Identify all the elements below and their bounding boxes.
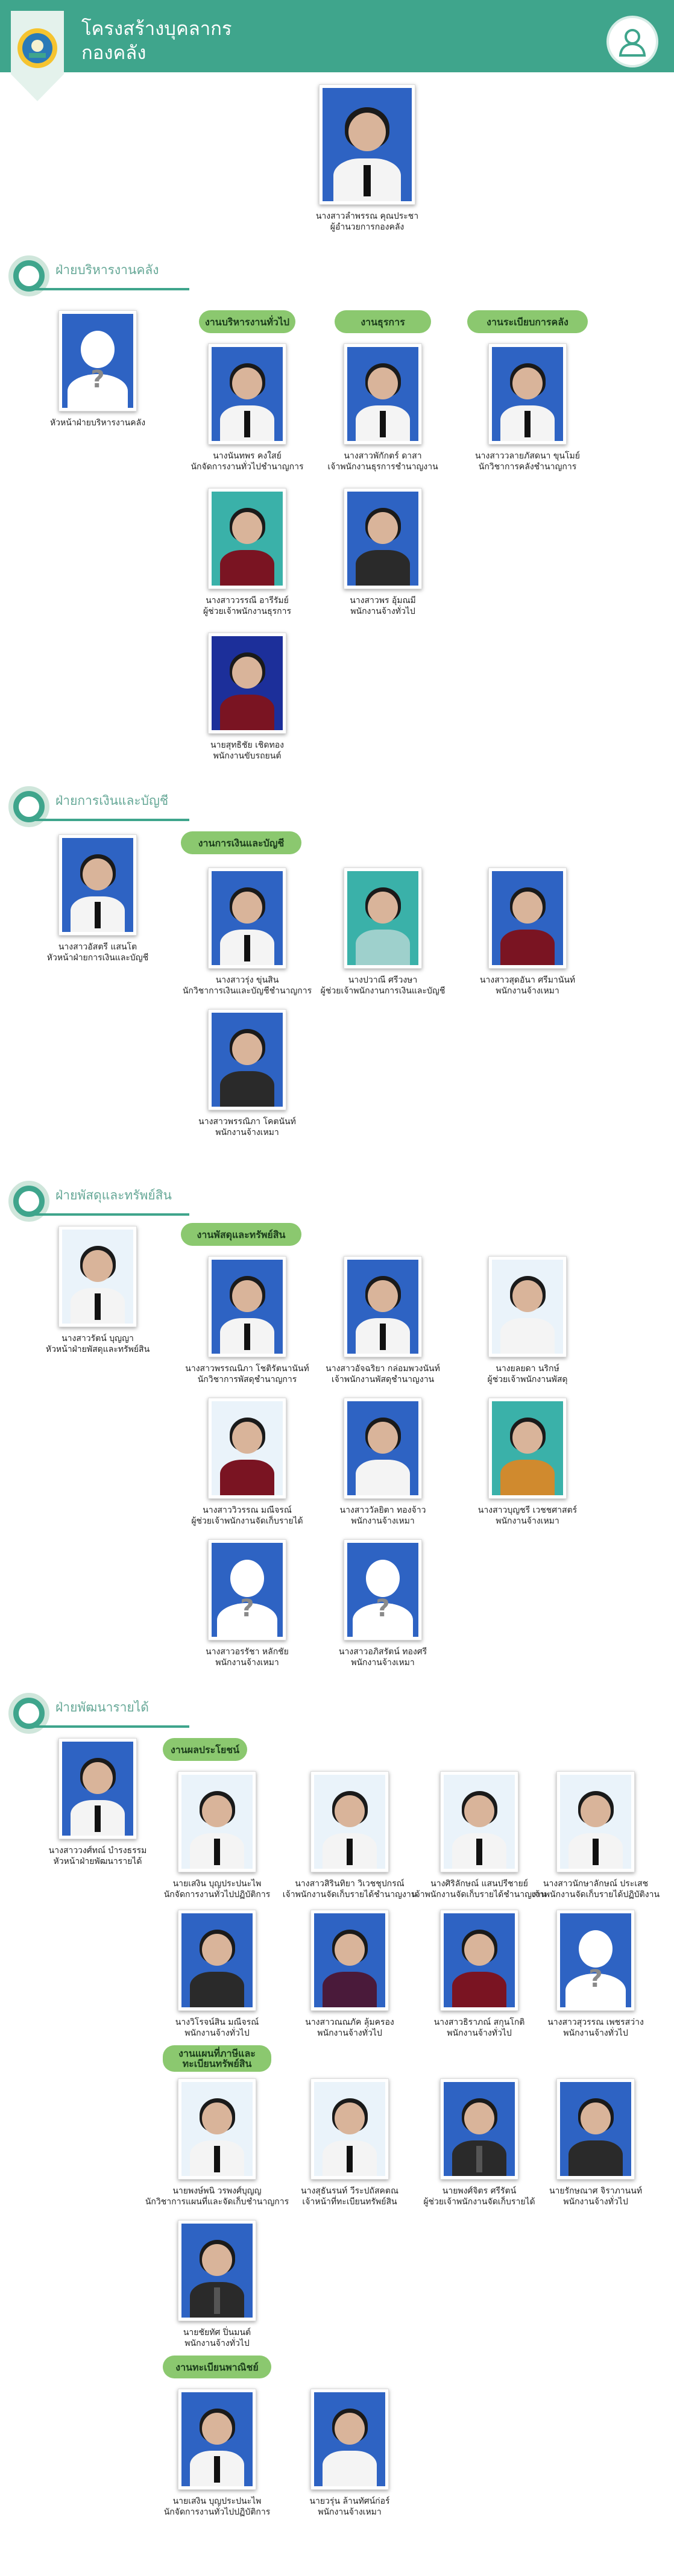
person-name: นางสาวพร อุ้มณมี (350, 596, 416, 605)
person-card (517, 2078, 674, 2207)
person-name: นางยลยดา นริกษ์ (496, 1364, 559, 1374)
person-role: ผู้ช่วยเจ้าพนักงานการเงินและบัญชี (320, 986, 446, 996)
person-name: นายวรุ่น ล้านทัศน์ก่อร์ (309, 2496, 390, 2506)
person-role: พนักงานจ้างเหมา (496, 986, 559, 996)
person-role: เจ้าหน้าที่ทะเบียนทรัพย์สิน (302, 2197, 397, 2207)
person-card (517, 1771, 674, 1900)
section-finance-header (8, 786, 183, 828)
person-role: เจ้าพนักงานจัดเก็บรายได้ชำนาญงาน (282, 1890, 417, 1899)
pill-revenue-maps: งานแผนที่ภาษีและทะเบียนทรัพย์สิน (163, 2045, 271, 2072)
user-icon (616, 25, 649, 58)
person-role: เจ้าพนักงานจัดเก็บรายได้ชำนาญงาน (412, 1890, 547, 1899)
person-name: นางสาวณณภัค ลุ้มครอง (305, 2018, 394, 2027)
person-name: นางสาวบุญชรี เวชชศาสตร์ (477, 1505, 578, 1515)
person-role: พนักงานจ้างทั่วไป (563, 2197, 628, 2207)
person-role: หัวหน้าฝ่ายพัฒนารายได้ (53, 1857, 142, 1866)
person-role: ผู้ช่วยเจ้าพนักงานธุรการ (203, 607, 292, 616)
person-name: นายพงษ์พนิ วรพงศ์บุญญ (172, 2186, 262, 2196)
section-revenue-title: ฝ่ายพัฒนารายได้ (55, 1700, 149, 1715)
person-name: นางสาวธิราภณ์ สกุนโกติ (433, 2018, 525, 2027)
pill-revenue-commerce: งานทะเบียนพาณิชย์ (163, 2356, 271, 2378)
person-name: นางสาวอัจฉริยา กล่อมพวงนันท์ (326, 1364, 440, 1374)
admin-head-card (19, 310, 176, 428)
pill-admin-rules: งานระเบียบการคลัง (467, 310, 588, 333)
person-role: เจ้าพนักงานจัดเก็บรายได้ปฏิบัติงาน (531, 1890, 660, 1899)
person-role: พนักงานจ้างเหมา (215, 1128, 279, 1137)
pill-admin-clerical: งานธุรการ (335, 310, 431, 333)
person-name: นางสาวรัตน์ บุญญา (61, 1334, 134, 1343)
person-name: นางสุธันรนท์ วีระปถัสคตณ (301, 2186, 398, 2196)
person-name: นางศิริลักษณ์ แสนปรีชายย์ (430, 1879, 528, 1889)
person-role: พนักงานจ้างทั่วไป (184, 2339, 250, 2348)
person-name: นางนันทพร คงใสย์ (213, 451, 282, 461)
director-card (289, 84, 446, 233)
person-role: พนักงานจ้างเหมา (351, 1658, 415, 1668)
person-card (169, 343, 326, 472)
user-avatar-button[interactable] (606, 16, 658, 67)
person-role: ผู้ช่วยเจ้าพนักงานจัดเก็บรายได้ (191, 1516, 303, 1526)
section-admin-title: ฝ่ายบริหารงานคลัง (55, 263, 159, 277)
person-role: เจ้าพนักงานพัสดุชำนาญงาน (331, 1375, 435, 1384)
supplies-head-card (19, 1226, 176, 1355)
director-name: นางสาวลำพรรณ คุณประชา (315, 211, 419, 221)
person-role: นักจัดการงานทั่วไปปฏิบัติการ (163, 2507, 271, 2517)
person-card (517, 1910, 674, 2039)
person-role: พนักงานจ้างเหมา (496, 1516, 559, 1526)
person-role: นักวิชาการพัสดุชำนาญการ (197, 1375, 297, 1384)
person-name: นายรักษณาศ จิราภานนท์ (549, 2186, 643, 2196)
person-name: นางสาววลายภัสดนา ขุนโมย์ (475, 451, 580, 461)
person-name: นางสาวอภิสรัตน์ ทองศรี (338, 1647, 427, 1657)
person-role: หัวหน้าฝ่ายพัสดุและทรัพย์สิน (45, 1345, 150, 1354)
person-name: นางสาวรุ่ง ขุ่นสิน (215, 975, 279, 985)
person-card (271, 2389, 428, 2518)
person-name: นางสาววงศ์ทณ์ บำรงธรรม (48, 1846, 147, 1855)
person-card (304, 343, 461, 472)
person-card (169, 633, 326, 761)
section-revenue-header (8, 1693, 183, 1735)
person-card (169, 868, 326, 996)
person-card (304, 488, 461, 617)
person-name: นางวิโรจน์สิน มณีจรณ์ (175, 2018, 259, 2027)
person-card (449, 868, 606, 996)
finance-head-card (19, 834, 176, 963)
person-role: เจ้าพนักงานธุรการชำนาญงาน (327, 462, 438, 472)
person-role: ผู้ช่วยเจ้าพนักงานพัสดุ (487, 1375, 568, 1384)
person-card (139, 2220, 295, 2349)
person-role: นักวิชาการคลังชำนาญการ (478, 462, 577, 472)
person-role: หัวหน้าฝ่ายการเงินและบัญชี (46, 953, 149, 963)
person-role: พนักงานจ้างทั่วไป (447, 2028, 512, 2038)
person-name: นายเสงิน บุญประปนะไพ (172, 2496, 262, 2506)
person-name: นางสาวอัสตรี แสนโต (58, 942, 137, 952)
person-role: พนักงานจ้างเหมา (215, 1658, 279, 1668)
person-name: นายพงศ์จิตร ศรีรัตน์ (442, 2186, 517, 2196)
person-role: ผู้ช่วยเจ้าพนักงานจัดเก็บรายได้ (423, 2197, 535, 2207)
person-card (449, 1398, 606, 1527)
person-role: พนักงานจ้างทั่วไป (184, 2028, 250, 2038)
person-name: นางสาวพรรณิภา โคตนันท์ (198, 1117, 296, 1127)
person-name: นางสาววิวรรณ มณีจรณ์ (203, 1505, 292, 1515)
section-admin-header (8, 255, 183, 298)
admin-head-role: หัวหน้าฝ่ายบริหารงานคลัง (49, 418, 146, 428)
person-role: พนักงานขับรถยนต์ (213, 751, 282, 761)
pill-supplies: งานพัสดุและทรัพย์สิน (181, 1223, 301, 1246)
person-name: นางปวาณี ศรีวงษา (348, 975, 418, 985)
person-name: นางสาวพักักตร์ ดาสา (344, 451, 422, 461)
person-name: นางสาวพรรณนิภา โชติรัตนานันท์ (185, 1364, 309, 1374)
pill-finance: งานการเงินและบัญชี (181, 831, 301, 854)
section-supplies-title: ฝ่ายพัสดุและทรัพย์สิน (55, 1188, 172, 1202)
person-name: นางสาววรรณี อารีรัมย์ (206, 596, 289, 605)
org-logo-badge (11, 11, 64, 101)
person-card (169, 1539, 326, 1668)
person-name: นายชัยทัศ ปิ่นมนต์ (183, 2328, 251, 2337)
person-name: นางสาวสุวรรณ เพชรสว่าง (547, 2018, 644, 2027)
person-role: พนักงานจ้างทั่วไป (563, 2028, 628, 2038)
director-photo (319, 84, 415, 205)
person-role: พนักงานจ้างเหมา (318, 2507, 382, 2517)
person-role: นักวิชาการแผนที่และจัดเก็บชำนาญการ (145, 2197, 289, 2207)
page-title (81, 17, 232, 65)
person-card (169, 1009, 326, 1138)
person-card (169, 1256, 326, 1385)
page-header (0, 0, 674, 72)
page-title-line2: กองคลัง (81, 42, 146, 64)
person-card (169, 488, 326, 617)
placeholder-photo: ? (58, 310, 137, 411)
person-card (449, 1256, 606, 1385)
person-role: นักจัดการงานทั่วไปปฏิบัติการ (163, 1890, 271, 1899)
person-name: นางสาวอรรัชา หลักชัย (206, 1647, 289, 1657)
placeholder-photo: ? (208, 1539, 286, 1640)
pill-revenue-tax: งานผลประโยชน์ (163, 1738, 247, 1761)
person-name: นายเสงิน บุญประปนะไพ (172, 1879, 262, 1889)
pill-admin-general: งานบริหารงานทั่วไป (199, 310, 295, 333)
person-name: นางสาวสิรินทิยา วิเวชชุปกรณ์ (295, 1879, 405, 1889)
section-finance-title: ฝ่ายการเงินและบัญชี (55, 793, 169, 808)
person-card (449, 343, 606, 472)
person-name: นางสาววัลยิตา ทองจ้าว (339, 1505, 426, 1515)
placeholder-photo: ? (344, 1539, 422, 1640)
person-card (304, 1398, 461, 1527)
person-name: นายสุทธิชัย เชิดทอง (210, 740, 284, 750)
person-role: พนักงานจ้างเหมา (351, 1516, 415, 1526)
placeholder-photo: ? (556, 1910, 635, 2011)
section-supplies-header (8, 1181, 183, 1223)
person-role: นักวิชาการเงินและบัญชีชำนาญการ (182, 986, 312, 996)
page-title-line1: โครงสร้างบุคลากร (81, 18, 232, 40)
person-role: พนักงานจ้างทั่วไป (350, 607, 415, 616)
person-role: นักจัดการงานทั่วไปชำนาญการ (191, 462, 304, 472)
person-role: พนักงานจ้างทั่วไป (317, 2028, 382, 2038)
director-role: ผู้อำนวยการกองคลัง (330, 222, 405, 232)
person-name: นางสาวนักษาลักษณ์ ประเสช (543, 1879, 649, 1889)
person-card (304, 1539, 461, 1668)
person-name: นางสาวสุดอันา ศรีมานันท์ (479, 975, 576, 985)
person-card (304, 868, 461, 996)
person-card (304, 1256, 461, 1385)
person-card (169, 1398, 326, 1527)
